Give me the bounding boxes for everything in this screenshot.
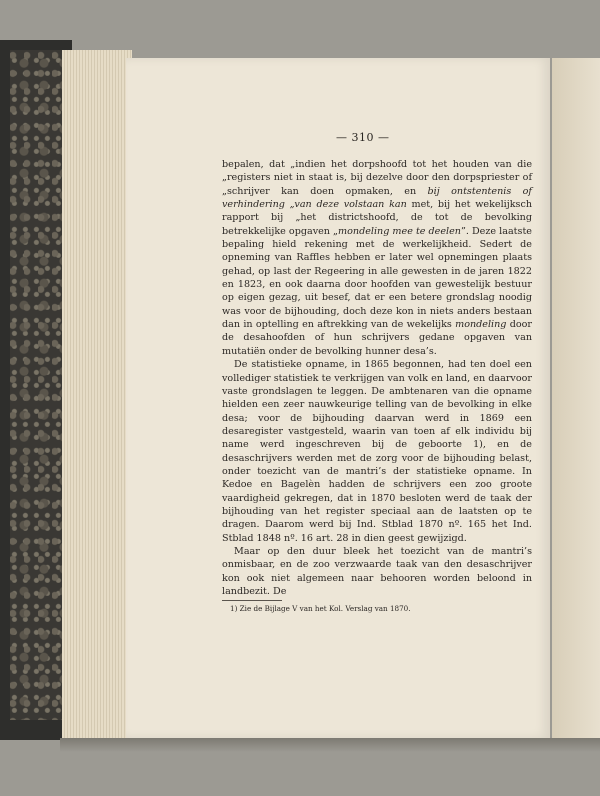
paragraph-3: Maar op den duur bleek het toezicht van de mantri’s onmisbaar, en de zoo verzwaarde taak van den desaschrijver kon ook niet algemeen naar behooren worden beloond in landbezit. De (222, 545, 532, 597)
italic-run: mondeling (455, 319, 507, 331)
body-text (222, 158, 532, 598)
book-shadow (60, 738, 600, 752)
paragraph-2: De statistieke opname, in 1865 begonnen, had ten doel een vollediger statistiek te verkrijgen van volk en land, en daarvoor vaste grondslagen te leggen. De ambtenaren van die opname hielden een zeer nauwkeurige telling van de bevolking in elke desa; voor de bijhouding daarvan werd in 1869 een desaregister vastgesteld, waarin van toen af elk individu bij name werd ingeschreven bij de geboorte 1), en de desaschrijvers werden met de zorg voor de bijhouding belast, onder toezicht van de mantri’s der statistieke opname. In Kedoe en Bagelèn hadden de schrijvers een zoo groote vaardigheid gekregen, dat in 1870 besloten werd de taak der bijhouding van het register speciaal aan de laatsten op te dragen. Daarom werd bij Ind. Stblad 1870 nº. 165 het Ind. Stblad 1848 nº. 16 art. 28 in dien geest gewijzigd. (222, 359, 532, 544)
paragraph-1 (222, 158, 532, 358)
text-run: met, bij het wekelijksch rapport bij „het districtshoofd, de tot de bevolking betrekkelijke opgaven „ (222, 199, 532, 237)
text-run: door de desahoofden of hun schrijvers gedane opgaven van mutatiën onder de bevolking hunner desa’s. (222, 319, 532, 357)
text-run: ”. Deze laatste bepaling hield rekening met de werkelijkheid. Sedert de opneming van Raffles hebben er later wel opnemingen plaats gehad, op last der Regeering in alle gewesten in de jaren 1822 en 1823, en ook daarna door hoofden van gewestelijk bestuur op eigen gezag, uit besef, dat er een betere grondslag noodig was voor de bijhouding, doch deze kon in niets anders bestaan dan in optelling en aftrekking van de wekelijks (222, 225, 532, 331)
facing-page-edge (552, 58, 600, 748)
italic-run: mondeling mee te deelen (338, 225, 461, 237)
italic-run: bij ontstentenis of verhindering „van deze volstaan kan (222, 185, 532, 211)
page-number: — 310 — (336, 131, 390, 144)
marbled-endpaper (10, 50, 66, 720)
footnote-rule (222, 600, 282, 601)
text-run: bepalen, dat „indien het dorpshoofd tot het houden van die „registers niet in staat is, bij dezelve door den dorpspriester of „schrijver kan doen opmaken, en (222, 159, 532, 197)
footnote: 1) Zie de Bijlage V van het Kol. Verslag van 1870. (230, 604, 411, 613)
page-stack-edge (62, 50, 132, 740)
